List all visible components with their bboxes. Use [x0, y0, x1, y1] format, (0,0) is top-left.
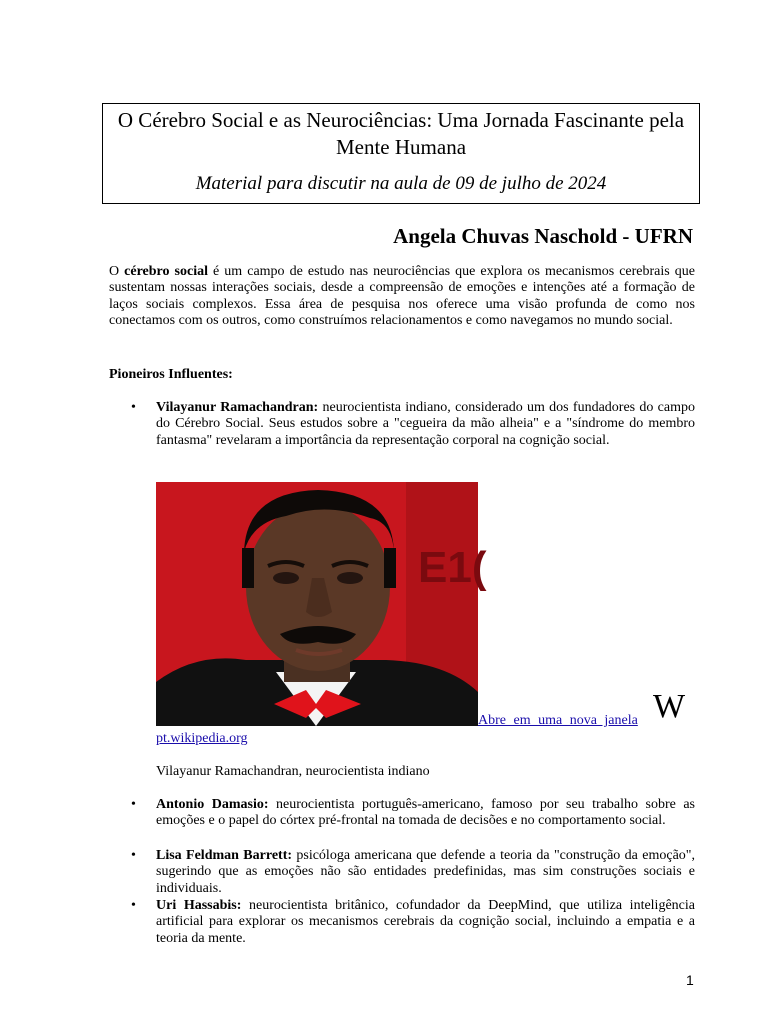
pioneer-description: neurocientista português-americano, famoso por seu trabalho sobre as emoções e o papel do córtex pré-frontal na tomada de decisões e no comportamento social.: [156, 797, 695, 829]
title-box: [102, 103, 700, 204]
list-item: [156, 898, 695, 947]
page-number: 1: [686, 972, 694, 988]
backdrop-text: Ε1(: [418, 543, 487, 592]
pioneer-description: neurocientista britânico, cofundador da DeepMind, que utiliza inteligência artificial para explorar os mecanismos cerebrais da cognição social, incluindo a empatia e a teoria da mente.: [156, 898, 695, 946]
intro-bold-term: cérebro social: [124, 264, 208, 279]
intro-prefix: O: [109, 264, 125, 279]
document-subtitle: Material para discutir na aula de 09 de julho de 2024: [195, 173, 607, 194]
pioneer-name: Uri Hassabis:: [156, 898, 242, 913]
intro-text: é um campo de estudo nas neurociências que explora os mecanismos cerebrais que sustentam nossas interações sociais, desde a compreensão de emoções e intenções até a formação de laços sociais complexos. Essa área de pesquisa nos oferece uma visão profunda de como nos conectamos com os outros, como construímos relacionamentos e como navegamos no mundo social.: [109, 264, 695, 329]
author-line: Angela Chuvas Naschold - UFRN: [393, 224, 693, 248]
intro-paragraph: [109, 264, 695, 330]
document-title: O Cérebro Social e as Neurociências: Uma Jornada Fascinante pela Mente Humana: [117, 108, 685, 159]
pioneer-description: psicóloga americana que defende a teoria da "construção da emoção", sugerindo que as emoções não são entidades predefinidas, mas sim construções sociais e individuais.: [156, 848, 695, 896]
pioneer-name: Antonio Damasio:: [156, 797, 269, 812]
image-caption: Vilayanur Ramachandran, neurocientista indiano: [156, 764, 430, 779]
portrait-photo: [156, 482, 487, 726]
pioneer-name: Vilayanur Ramachandran:: [156, 400, 319, 415]
wikipedia-logo-icon[interactable]: W: [653, 688, 686, 725]
section-heading: Pioneiros Influentes:: [109, 367, 233, 382]
source-link[interactable]: pt.wikipedia.org: [156, 731, 248, 746]
list-item: [156, 400, 695, 449]
open-in-new-window-link[interactable]: Abre em uma nova janela: [478, 713, 638, 728]
list-item: [156, 797, 695, 830]
pioneer-description: neurocientista indiano, considerado um dos fundadores do campo do Cérebro Social. Seus estudos sobre a "cegueira da mão alheia" e a "síndrome do membro fantasma" revelaram a importância da representação corporal na cognição social.: [156, 400, 695, 448]
pioneer-name: Lisa Feldman Barrett:: [156, 848, 293, 863]
list-item: [156, 848, 695, 897]
